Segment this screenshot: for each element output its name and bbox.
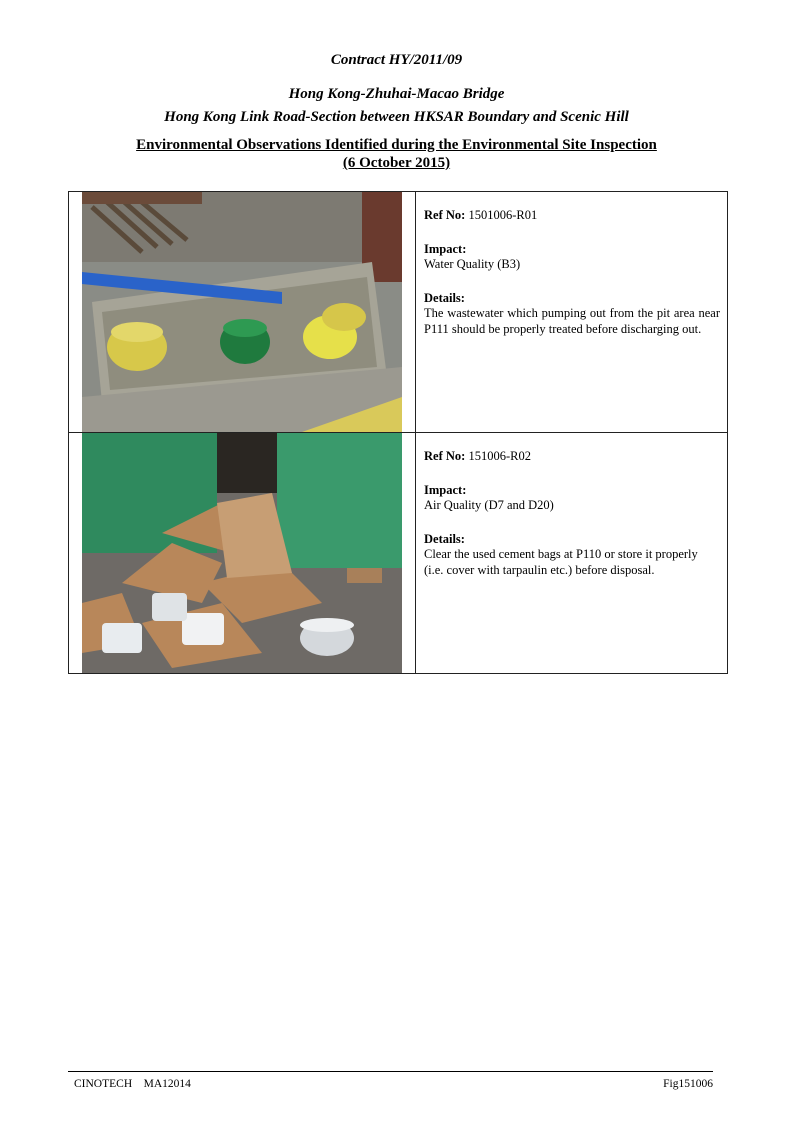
impact-value: Water Quality (B3) <box>424 257 521 271</box>
project-title-line2: Hong Kong Link Road-Section between HKSAR Boundary and Scenic Hill <box>164 109 629 125</box>
impact-label: Impact: <box>424 241 467 256</box>
details-label: Details: <box>424 531 465 546</box>
page-title: Environmental Observations Identified during the Environmental Site Inspection <box>136 137 657 153</box>
details-label: Details: <box>424 290 465 305</box>
ref-label: Ref No: <box>424 208 466 222</box>
observation-details-cell <box>416 192 728 433</box>
ref-label: Ref No: <box>424 449 466 463</box>
ref-line <box>424 208 720 224</box>
footer-figure-number: Fig151006 <box>663 1078 713 1090</box>
observation-row <box>69 192 728 433</box>
ref-line <box>424 449 720 465</box>
cement-bags-photo <box>82 433 402 673</box>
footer-divider <box>68 1071 713 1072</box>
observation-row <box>69 433 728 674</box>
wastewater-pit-photo <box>82 192 402 432</box>
details-value: The wastewater which pumping out from the pit area near P111 should be properly treated before discharging out. <box>424 306 720 336</box>
inspection-date: (6 October 2015) <box>342 155 451 171</box>
ref-value: 151006-R02 <box>468 449 531 463</box>
project-title-line1: Hong Kong-Zhuhai-Macao Bridge <box>288 86 505 102</box>
ref-value: 1501006-R01 <box>468 208 538 222</box>
observation-details-cell <box>416 433 728 674</box>
photo-cell <box>69 433 416 674</box>
impact-label: Impact: <box>424 482 467 497</box>
impact-value: Air Quality (D7 and D20) <box>424 498 554 512</box>
footer-company-ref: CINOTECH MA12014 <box>74 1078 191 1090</box>
photo-cell <box>69 192 416 433</box>
observations-table <box>68 191 728 674</box>
contract-number: Contract HY/2011/09 <box>330 52 463 68</box>
details-value: Clear the used cement bags at P110 or store it properly (i.e. cover with tarpaulin etc.) before disposal. <box>424 547 698 577</box>
